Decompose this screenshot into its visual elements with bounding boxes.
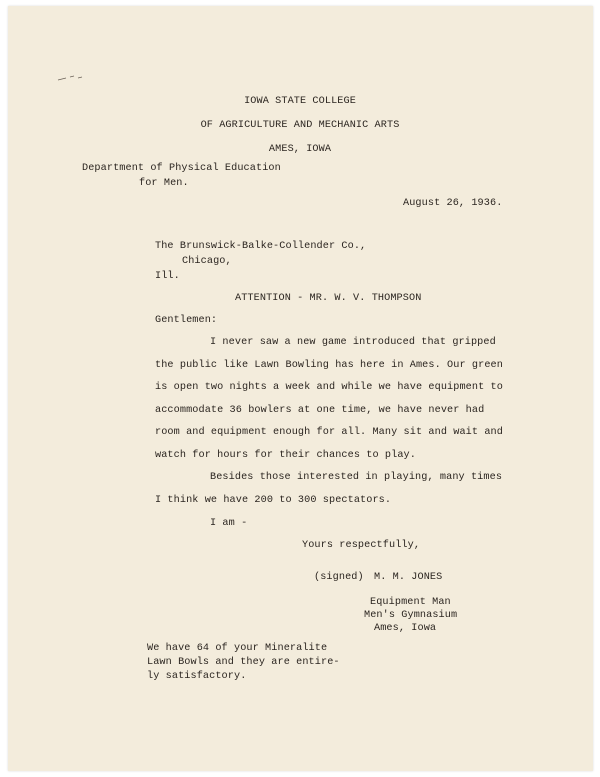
body-line: is open two nights a week and while we have equipment to (155, 382, 503, 393)
body-line: accommodate 36 bowlers at one time, we have never had (155, 405, 485, 416)
postscript-line: ly satisfactory. (147, 671, 247, 682)
postscript-line: Lawn Bowls and they are entire- (147, 657, 340, 668)
letterhead-line2: OF AGRICULTURE AND MECHANIC ARTS (200, 120, 400, 131)
signed-label: (signed) (314, 572, 364, 583)
recipient-line2: Chicago, (182, 256, 232, 267)
postscript-line: We have 64 of your Mineralite (147, 643, 328, 654)
body-line: room and equipment enough for all. Many sit and wait and (155, 427, 503, 438)
signer-location: Ames, Iowa (374, 623, 437, 634)
letterhead-line1: IOWA STATE COLLEGE (244, 96, 356, 107)
closing: Yours respectfully, (302, 540, 421, 551)
signer-title: Equipment Man (370, 597, 451, 608)
letter-date: August 26, 1936. (403, 198, 503, 209)
body-line: watch for hours for their chances to play. (155, 450, 416, 461)
signer-name: M. M. JONES (374, 572, 443, 583)
closing-pre: I am - (210, 518, 248, 529)
body-line: I think we have 200 to 300 spectators. (155, 495, 392, 506)
body-line: I never saw a new game introduced that gripped (210, 337, 496, 348)
body-line: Besides those interested in playing, many times (210, 472, 503, 483)
body-line: the public like Lawn Bowling has here in Ames. Our green (155, 360, 503, 371)
letterhead-line3: AMES, IOWA (268, 144, 332, 155)
signer-department: Men's Gymnasium (364, 610, 458, 621)
department-line1: Department of Physical Education (82, 163, 281, 174)
attention-line: ATTENTION - MR. W. V. THOMPSON (235, 293, 422, 304)
letter-page (8, 6, 593, 771)
recipient-line3: Ill. (155, 271, 180, 282)
department-line2: for Men. (139, 178, 189, 189)
stray-pen-mark (56, 74, 84, 82)
salutation: Gentlemen: (155, 315, 218, 326)
recipient-line1: The Brunswick-Balke-Collender Co., (155, 241, 367, 252)
